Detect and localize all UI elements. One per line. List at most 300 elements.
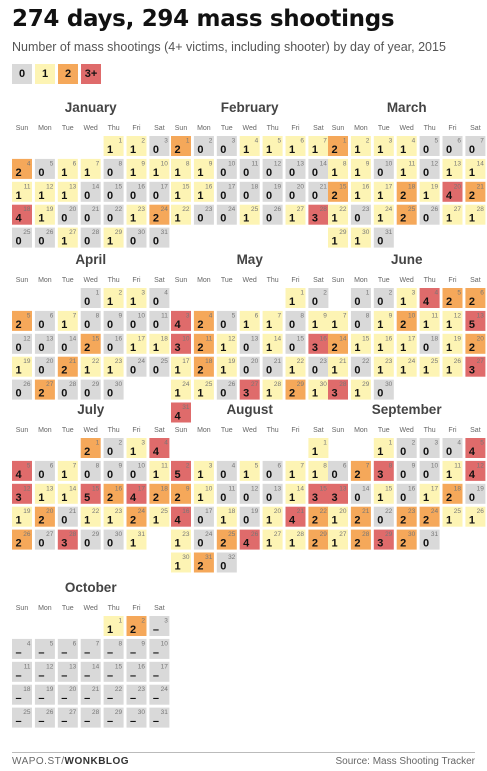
- day-number-july-6: 6: [49, 462, 54, 470]
- day-number-july-3: 3: [141, 439, 145, 447]
- day-count-october-14: –: [84, 669, 91, 682]
- weekday-label-january-mon: Mon: [38, 125, 52, 132]
- day-count-july-8: 0: [84, 468, 91, 481]
- day-count-april-15: 2: [84, 341, 91, 354]
- day-number-april-25: 25: [160, 358, 168, 366]
- day-number-february-12: 12: [273, 160, 282, 168]
- day-count-february-14: 0: [311, 166, 318, 179]
- day-number-february-9: 9: [208, 160, 213, 168]
- day-count-may-12: 1: [220, 341, 227, 354]
- day-count-october-9: –: [129, 646, 137, 659]
- day-count-may-21: 0: [266, 364, 273, 377]
- weekday-label-june-mon: Mon: [354, 277, 368, 284]
- day-count-january-1: 1: [107, 144, 114, 156]
- weekday-label-april-tue: Tue: [61, 277, 74, 284]
- day-number-october-31: 31: [160, 709, 168, 717]
- day-number-june-28: 28: [339, 381, 347, 389]
- day-count-march-30: 1: [354, 235, 361, 248]
- day-count-april-26: 0: [15, 387, 22, 400]
- footer-divider: [12, 752, 475, 753]
- day-number-february-5: 5: [277, 137, 282, 145]
- day-count-september-21: 2: [354, 514, 361, 527]
- day-count-july-18: 2: [152, 491, 159, 504]
- day-number-september-15: 15: [385, 485, 393, 493]
- weekday-label-september-wed: Wed: [399, 427, 414, 434]
- day-count-august-27: 1: [266, 537, 273, 550]
- day-number-april-2: 2: [118, 289, 123, 297]
- day-number-september-1: 1: [388, 439, 393, 447]
- day-number-march-27: 27: [453, 206, 461, 214]
- day-number-january-30: 30: [137, 229, 145, 237]
- weekday-label-august-mon: Mon: [197, 427, 211, 434]
- day-number-may-10: 10: [182, 335, 190, 343]
- day-number-august-30: 30: [182, 554, 190, 561]
- day-count-june-6: 2: [468, 296, 475, 308]
- day-number-march-24: 24: [385, 206, 393, 214]
- day-count-june-17: 1: [400, 341, 407, 354]
- day-count-september-5: 4: [468, 446, 475, 458]
- day-count-april-13: 0: [38, 341, 45, 354]
- weekday-label-september-mon: Mon: [354, 427, 368, 434]
- day-number-january-20: 20: [69, 206, 77, 214]
- day-count-july-30: 0: [107, 537, 114, 550]
- day-count-august-18: 1: [220, 514, 227, 527]
- weekday-label-june-thu: Thu: [423, 277, 436, 284]
- day-number-july-27: 27: [46, 531, 54, 539]
- weekday-label-april-fri: Fri: [132, 277, 141, 284]
- day-number-august-23: 23: [182, 531, 190, 539]
- day-number-march-23: 23: [362, 206, 370, 214]
- day-count-august-12: 0: [243, 491, 250, 504]
- day-count-january-27: 1: [61, 235, 68, 248]
- day-number-january-5: 5: [49, 160, 54, 168]
- day-count-october-8: –: [107, 646, 114, 659]
- day-count-september-31: 0: [423, 537, 430, 550]
- day-count-february-15: 1: [174, 189, 181, 202]
- weekday-label-october-fri: Fri: [132, 605, 141, 612]
- weekday-label-february-sun: Sun: [174, 125, 188, 132]
- day-count-october-3: –: [152, 624, 159, 636]
- day-count-april-21: 2: [61, 364, 68, 377]
- day-number-september-17: 17: [430, 485, 439, 493]
- day-count-june-30: 0: [377, 387, 384, 400]
- day-number-may-27: 27: [250, 381, 259, 389]
- day-number-january-24: 24: [160, 206, 168, 214]
- day-number-may-18: 18: [205, 358, 213, 366]
- day-number-september-28: 28: [362, 531, 370, 539]
- day-count-september-25: 1: [445, 514, 453, 527]
- day-count-july-10: 0: [129, 468, 137, 481]
- day-count-may-22: 1: [288, 364, 296, 377]
- day-number-april-4: 4: [164, 289, 168, 297]
- day-count-october-20: –: [61, 692, 68, 705]
- day-number-march-12: 12: [430, 160, 439, 168]
- day-number-april-1: 1: [95, 289, 100, 297]
- day-count-june-19: 1: [445, 341, 453, 354]
- day-count-february-1: 2: [174, 144, 181, 156]
- day-number-january-3: 3: [164, 137, 168, 145]
- day-count-june-3: 1: [400, 296, 407, 308]
- day-number-july-16: 16: [114, 485, 123, 493]
- day-number-january-12: 12: [46, 183, 54, 191]
- day-number-may-30: 30: [319, 381, 327, 389]
- day-count-august-11: 0: [220, 491, 227, 504]
- day-count-june-26: 1: [445, 364, 453, 377]
- day-count-june-27: 3: [468, 364, 475, 377]
- day-number-february-27: 27: [296, 206, 304, 214]
- day-count-october-13: –: [61, 669, 68, 682]
- day-number-june-2: 2: [388, 289, 393, 297]
- weekday-label-september-thu: Thu: [423, 427, 436, 434]
- day-count-february-11: 0: [243, 166, 250, 179]
- day-count-october-16: –: [129, 669, 137, 682]
- day-count-april-24: 0: [129, 364, 137, 377]
- day-count-march-25: 2: [400, 212, 407, 225]
- day-number-october-27: 27: [69, 709, 77, 717]
- day-count-june-7: 1: [331, 318, 338, 331]
- day-count-july-1: 2: [84, 446, 91, 458]
- day-count-march-23: 0: [354, 212, 361, 225]
- day-count-june-28: 3: [331, 387, 338, 400]
- day-count-february-2: 0: [197, 144, 204, 156]
- day-number-july-9: 9: [118, 462, 123, 470]
- day-count-august-26: 4: [243, 537, 250, 550]
- day-count-january-23: 1: [129, 212, 137, 225]
- month-title-june: June: [390, 252, 423, 267]
- day-count-september-2: 0: [400, 446, 407, 458]
- day-count-september-9: 0: [400, 468, 407, 481]
- day-number-september-25: 25: [453, 508, 461, 516]
- day-count-september-30: 2: [400, 537, 407, 550]
- weekday-label-october-sun: Sun: [15, 605, 29, 612]
- day-number-october-14: 14: [91, 663, 100, 671]
- day-number-october-12: 12: [46, 663, 54, 671]
- day-count-may-4: 2: [197, 318, 204, 331]
- weekday-label-july-thu: Thu: [107, 427, 120, 434]
- day-number-january-28: 28: [91, 229, 100, 237]
- day-count-october-26: –: [38, 715, 45, 728]
- day-number-may-7: 7: [277, 312, 282, 320]
- day-number-october-9: 9: [141, 640, 145, 648]
- day-number-september-5: 5: [480, 439, 484, 447]
- weekday-label-march-fri: Fri: [448, 125, 457, 132]
- day-count-october-15: –: [107, 669, 114, 682]
- day-number-may-6: 6: [254, 312, 259, 320]
- day-number-march-10: 10: [385, 160, 393, 168]
- day-number-june-12: 12: [453, 312, 461, 320]
- day-number-july-14: 14: [69, 485, 77, 493]
- weekday-label-february-sat: Sat: [313, 125, 324, 132]
- day-count-march-19: 1: [423, 189, 430, 202]
- day-number-june-10: 10: [407, 312, 416, 320]
- day-count-july-21: 0: [61, 514, 68, 527]
- footer-credit-bold: WONKBLOG: [64, 756, 130, 767]
- day-count-february-9: 1: [197, 166, 204, 179]
- day-number-august-11: 11: [228, 485, 236, 493]
- weekday-label-january-thu: Thu: [107, 125, 120, 132]
- day-count-june-1: 0: [354, 296, 361, 308]
- day-number-october-11: 11: [23, 663, 31, 671]
- day-count-july-15: 5: [84, 491, 91, 504]
- day-number-april-10: 10: [137, 312, 145, 320]
- day-count-june-2: 0: [377, 296, 384, 308]
- day-number-january-8: 8: [118, 160, 123, 168]
- day-count-april-3: 1: [129, 296, 137, 308]
- weekday-label-june-fri: Fri: [448, 277, 457, 284]
- day-count-january-28: 0: [84, 235, 91, 248]
- day-count-august-20: 1: [266, 514, 273, 527]
- day-count-august-16: 4: [174, 514, 181, 527]
- day-count-march-24: 1: [377, 212, 384, 225]
- day-count-august-10: 1: [197, 491, 204, 504]
- weekday-label-july-wed: Wed: [83, 427, 98, 434]
- day-number-march-16: 16: [362, 183, 370, 191]
- month-title-february: February: [220, 100, 279, 115]
- day-count-october-30: –: [129, 715, 137, 728]
- day-count-january-29: 1: [107, 235, 114, 248]
- day-count-july-26: 2: [15, 537, 22, 550]
- day-number-august-20: 20: [273, 508, 282, 516]
- day-count-may-5: 0: [220, 318, 227, 331]
- day-number-september-12: 12: [476, 462, 484, 470]
- day-number-may-23: 23: [319, 358, 327, 366]
- day-count-april-28: 0: [61, 387, 68, 400]
- day-number-july-25: 25: [160, 508, 168, 516]
- day-number-october-17: 17: [160, 663, 168, 671]
- day-number-may-17: 17: [182, 358, 190, 366]
- day-count-april-4: 0: [152, 296, 159, 308]
- day-count-september-11: 1: [445, 468, 453, 481]
- day-count-july-9: 0: [107, 468, 114, 481]
- day-number-july-10: 10: [137, 462, 145, 470]
- day-count-july-4: 4: [152, 446, 159, 458]
- day-number-april-27: 27: [46, 381, 54, 389]
- day-number-june-3: 3: [411, 289, 416, 297]
- day-number-august-13: 13: [273, 485, 282, 493]
- day-count-september-3: 0: [423, 446, 430, 458]
- day-number-april-12: 12: [23, 335, 31, 343]
- legend-item-2: 2: [58, 64, 78, 84]
- day-number-april-23: 23: [114, 358, 123, 366]
- day-number-march-21: 21: [476, 183, 484, 191]
- day-count-august-1: 1: [311, 446, 318, 458]
- day-number-february-18: 18: [250, 183, 259, 191]
- weekday-label-august-sun: Sun: [174, 427, 188, 434]
- day-number-july-4: 4: [164, 439, 168, 447]
- day-count-march-21: 2: [468, 189, 475, 202]
- day-count-february-13: 0: [288, 166, 296, 179]
- day-count-august-31: 2: [197, 560, 204, 573]
- day-count-march-1: 2: [331, 144, 338, 156]
- day-count-april-6: 0: [38, 318, 45, 331]
- day-count-august-19: 0: [243, 514, 250, 527]
- day-count-january-24: 2: [152, 212, 159, 225]
- day-count-january-9: 1: [129, 166, 137, 179]
- day-count-august-15: 3: [311, 491, 318, 504]
- day-count-june-23: 1: [377, 364, 384, 377]
- day-count-february-18: 0: [243, 189, 250, 202]
- day-number-may-14: 14: [273, 335, 282, 343]
- day-count-april-23: 1: [107, 364, 114, 377]
- weekday-label-august-sat: Sat: [313, 427, 324, 434]
- day-number-september-3: 3: [434, 439, 439, 447]
- day-number-january-19: 19: [46, 206, 54, 214]
- day-number-june-13: 13: [476, 312, 484, 320]
- day-number-may-16: 16: [319, 335, 327, 343]
- day-number-june-16: 16: [385, 335, 393, 343]
- weekday-label-june-tue: Tue: [377, 277, 390, 284]
- day-count-june-21: 1: [331, 364, 338, 377]
- day-count-january-15: 0: [107, 189, 114, 202]
- day-count-may-19: 1: [220, 364, 227, 377]
- day-count-september-7: 2: [354, 468, 361, 481]
- day-number-january-17: 17: [160, 183, 168, 191]
- day-count-march-22: 1: [331, 212, 338, 225]
- day-count-may-29: 2: [288, 387, 296, 400]
- day-count-july-17: 4: [129, 491, 137, 504]
- day-count-june-10: 2: [400, 318, 407, 331]
- day-count-august-13: 0: [266, 491, 273, 504]
- day-count-may-15: 0: [288, 341, 296, 354]
- day-number-october-29: 29: [114, 709, 123, 717]
- day-number-february-17: 17: [228, 183, 236, 191]
- day-count-august-2: 5: [174, 468, 181, 481]
- weekday-label-march-tue: Tue: [377, 125, 390, 132]
- day-count-march-11: 1: [400, 166, 407, 179]
- day-number-june-5: 5: [457, 289, 461, 297]
- day-number-august-25: 25: [228, 531, 236, 539]
- day-count-june-11: 1: [423, 318, 430, 331]
- day-count-may-17: 1: [174, 364, 181, 377]
- day-number-september-27: 27: [339, 531, 347, 539]
- weekday-label-february-fri: Fri: [291, 125, 300, 132]
- weekday-label-february-wed: Wed: [242, 125, 257, 132]
- day-number-june-11: 11: [431, 312, 439, 320]
- day-number-august-31: 31: [205, 554, 213, 561]
- day-number-april-24: 24: [137, 358, 145, 366]
- day-count-april-5: 2: [15, 318, 22, 331]
- weekday-label-april-sun: Sun: [15, 277, 29, 284]
- day-number-august-28: 28: [296, 531, 304, 539]
- day-number-january-1: 1: [118, 137, 123, 145]
- weekday-label-may-wed: Wed: [242, 277, 257, 284]
- day-count-september-13: 3: [331, 491, 338, 504]
- month-title-july: July: [77, 402, 105, 417]
- day-number-march-22: 22: [339, 206, 347, 214]
- day-count-may-14: 1: [266, 341, 273, 354]
- day-count-april-2: 1: [107, 296, 114, 308]
- day-count-september-6: 0: [331, 468, 338, 481]
- day-count-july-12: 3: [15, 491, 22, 504]
- day-count-october-31: –: [152, 715, 159, 728]
- day-count-march-2: 1: [354, 144, 361, 156]
- day-number-february-24: 24: [228, 206, 236, 214]
- day-count-may-1: 1: [288, 296, 296, 308]
- weekday-label-february-mon: Mon: [197, 125, 211, 132]
- day-number-may-4: 4: [208, 312, 213, 320]
- day-count-june-18: 0: [423, 341, 430, 354]
- day-number-march-30: 30: [362, 229, 370, 237]
- day-count-april-10: 0: [129, 318, 137, 331]
- weekday-label-march-thu: Thu: [423, 125, 436, 132]
- day-count-september-20: 1: [331, 514, 338, 527]
- day-count-january-30: 0: [129, 235, 137, 248]
- day-number-august-1: 1: [323, 439, 327, 447]
- day-count-march-29: 1: [331, 235, 338, 248]
- weekday-label-june-sat: Sat: [470, 277, 481, 284]
- day-number-march-20: 20: [453, 183, 461, 191]
- day-count-september-15: 1: [377, 491, 384, 504]
- day-number-april-8: 8: [95, 312, 100, 320]
- day-number-september-6: 6: [342, 462, 347, 470]
- day-number-july-19: 19: [23, 508, 31, 516]
- day-number-september-21: 21: [362, 508, 370, 516]
- day-number-august-21: 21: [296, 508, 304, 516]
- day-count-september-29: 3: [377, 537, 384, 550]
- day-count-september-16: 0: [400, 491, 407, 504]
- day-number-june-25: 25: [430, 358, 439, 366]
- day-count-october-19: –: [38, 692, 45, 705]
- day-number-may-22: 22: [296, 358, 304, 366]
- weekday-label-july-fri: Fri: [132, 427, 141, 434]
- day-number-october-8: 8: [118, 640, 123, 648]
- day-number-july-28: 28: [69, 531, 77, 539]
- day-count-september-12: 4: [468, 468, 475, 481]
- day-count-january-16: 0: [129, 189, 137, 202]
- day-count-july-24: 2: [129, 514, 137, 527]
- day-count-october-22: –: [107, 692, 114, 705]
- day-number-september-9: 9: [411, 462, 416, 470]
- day-count-may-30: 1: [311, 387, 318, 400]
- day-count-july-3: 1: [129, 446, 137, 458]
- day-count-october-29: –: [107, 715, 114, 728]
- day-count-october-7: –: [84, 646, 91, 659]
- day-number-october-6: 6: [72, 640, 77, 648]
- day-count-may-28: 1: [266, 387, 273, 400]
- weekday-label-october-sat: Sat: [154, 605, 165, 612]
- day-count-october-10: –: [152, 646, 159, 659]
- day-count-january-4: 2: [15, 166, 22, 179]
- month-title-october: October: [64, 580, 117, 595]
- day-number-august-29: 29: [319, 531, 327, 539]
- day-number-january-2: 2: [141, 137, 145, 145]
- day-count-october-1: 1: [107, 624, 114, 636]
- day-number-april-16: 16: [114, 335, 123, 343]
- day-number-april-19: 19: [23, 358, 31, 366]
- weekday-label-may-fri: Fri: [291, 277, 300, 284]
- day-number-may-24: 24: [182, 381, 190, 389]
- day-count-october-28: –: [84, 715, 91, 728]
- day-count-july-25: 1: [152, 514, 159, 527]
- day-count-may-6: 1: [243, 318, 250, 331]
- day-number-september-2: 2: [411, 439, 416, 447]
- day-number-june-4: 4: [434, 289, 439, 297]
- day-count-july-13: 1: [38, 491, 45, 504]
- day-count-february-22: 1: [174, 212, 181, 225]
- day-count-february-4: 1: [243, 144, 250, 156]
- day-number-october-30: 30: [137, 709, 145, 717]
- day-number-march-8: 8: [342, 160, 347, 168]
- day-count-april-25: 0: [152, 364, 159, 377]
- day-number-september-19: 19: [476, 485, 484, 493]
- day-count-july-29: 0: [84, 537, 91, 550]
- weekday-label-october-thu: Thu: [107, 605, 120, 612]
- day-number-september-20: 20: [339, 508, 347, 516]
- day-count-march-18: 2: [400, 189, 407, 202]
- day-count-february-27: 1: [288, 212, 296, 225]
- day-number-january-16: 16: [137, 183, 145, 191]
- month-title-august: August: [226, 402, 273, 417]
